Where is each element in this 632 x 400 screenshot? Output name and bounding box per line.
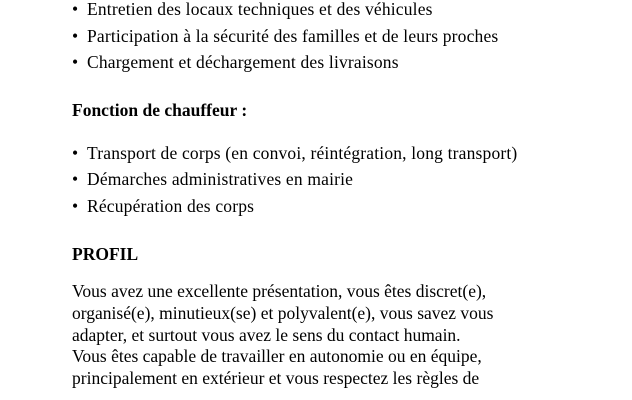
bullet-point-icon: • bbox=[72, 142, 79, 163]
paragraph-line: adapter, et surtout vous avez le sens du contact humain. bbox=[72, 324, 461, 345]
paragraph-line: Vous avez une excellente présentation, vous êtes discret(e), bbox=[72, 281, 487, 301]
list-item-label: Chargement et déchargement des livraisons bbox=[87, 52, 399, 72]
driver-function-bullet-list bbox=[0, 140, 632, 220]
list-item bbox=[72, 0, 632, 23]
section-heading-driver-function: Fonction de chauffeur : bbox=[72, 99, 248, 120]
list-item bbox=[72, 49, 632, 76]
paragraph-line: Vous êtes capable de travailler en autonomie ou en équipe, bbox=[72, 346, 482, 367]
list-item bbox=[72, 23, 632, 50]
list-item-label: Participation à la sécurité des familles et de leurs proches bbox=[87, 25, 499, 46]
spacer bbox=[0, 267, 632, 281]
list-item-label: Entretien des locaux techniques et des véhicules bbox=[87, 0, 433, 19]
section-heading-profil: PROFIL bbox=[72, 244, 139, 264]
list-item-label: Récupération des corps bbox=[87, 195, 255, 216]
profil-paragraph bbox=[72, 281, 632, 390]
paragraph-line: principalement en extérieur et vous respectez les règles de bbox=[72, 368, 480, 389]
paragraph-line: organisé(e), minutieux(se) et polyvalent(e), vous savez vous bbox=[72, 302, 494, 323]
bullet-point-icon: • bbox=[72, 52, 79, 72]
spacer bbox=[0, 219, 632, 241]
list-item bbox=[72, 140, 632, 167]
bullet-point-icon: • bbox=[72, 25, 79, 46]
list-item bbox=[72, 166, 632, 193]
list-item bbox=[72, 193, 632, 220]
duties-bullet-list bbox=[0, 0, 632, 76]
bullet-point-icon: • bbox=[72, 169, 79, 189]
list-item-label: Transport de corps (en convoi, réintégration, long transport) bbox=[87, 142, 518, 163]
bullet-point-icon: • bbox=[72, 0, 79, 19]
spacer bbox=[0, 76, 632, 97]
list-item-label: Démarches administratives en mairie bbox=[87, 169, 354, 189]
bullet-point-icon: • bbox=[72, 195, 79, 216]
spacer bbox=[0, 123, 632, 140]
